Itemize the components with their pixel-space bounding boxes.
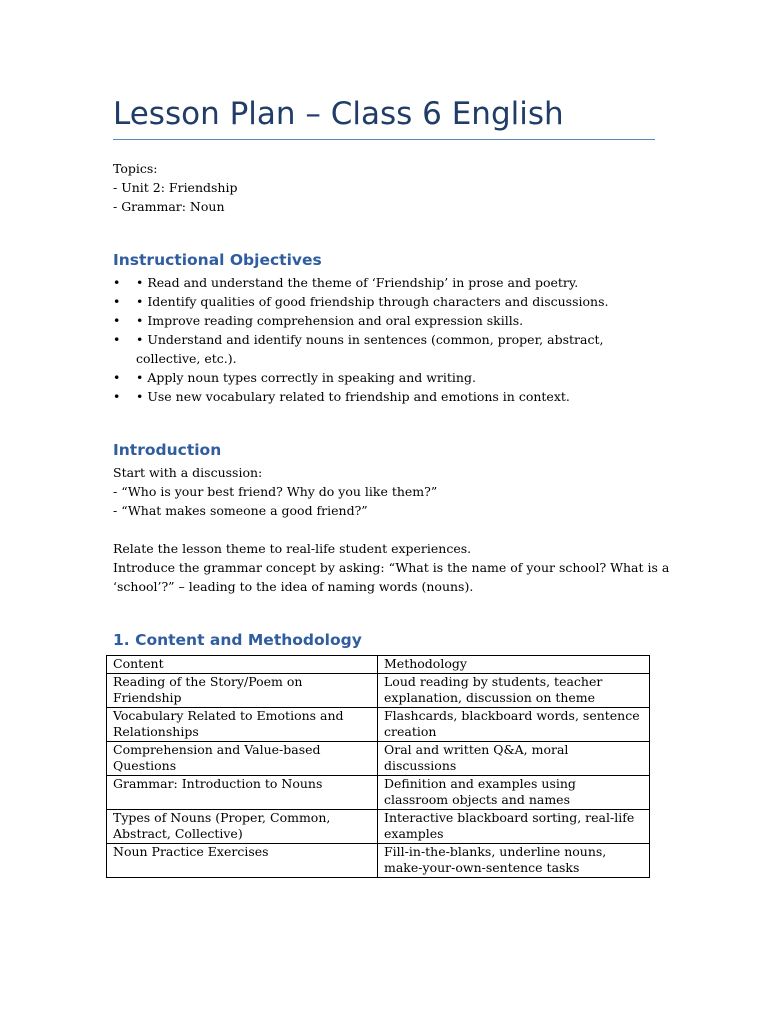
intro-question: - “Who is your best friend? Why do you like them?” <box>113 484 438 499</box>
topics-block <box>113 159 658 216</box>
objective-item <box>113 330 658 368</box>
objectives-list <box>113 273 658 406</box>
table-header-row <box>107 656 650 674</box>
table-row <box>107 775 650 809</box>
topic-item: - Unit 2: Friendship <box>113 180 238 195</box>
methodology-cell: Oral and written Q&A, moral discussions <box>378 741 650 775</box>
bullet-icon: • <box>113 332 121 347</box>
bullet-icon: • <box>113 389 121 404</box>
content-cell: Types of Nouns (Proper, Common, Abstract, Collective) <box>107 809 378 843</box>
intro-line: Relate the lesson theme to real-life student experiences. <box>113 541 472 556</box>
objective-text: • Identify qualities of good friendship through characters and discussions. <box>136 294 609 309</box>
introduction-body <box>113 463 670 596</box>
methodology-cell: Loud reading by students, teacher explanation, discussion on theme <box>378 673 650 707</box>
bullet-icon: • <box>113 294 121 309</box>
introduction-heading: Introduction <box>113 441 222 459</box>
objective-text: • Use new vocabulary related to friendship and emotions in context. <box>136 389 570 404</box>
objective-item <box>113 387 658 406</box>
objective-text: • Read and understand the theme of ‘Friendship’ in prose and poetry. <box>136 275 579 290</box>
intro-line: Introduce the grammar concept by asking: “What is the name of your school? What is a <box>113 560 670 575</box>
column-header-methodology: Methodology <box>378 656 650 674</box>
objective-text: • Improve reading comprehension and oral expression skills. <box>136 313 524 328</box>
topic-item: - Grammar: Noun <box>113 199 225 214</box>
page-title: Lesson Plan – Class 6 English <box>113 96 564 132</box>
table-row <box>107 741 650 775</box>
content-cell: Grammar: Introduction to Nouns <box>107 775 378 809</box>
objective-text: • Apply noun types correctly in speaking and writing. <box>136 370 476 385</box>
content-cell: Noun Practice Exercises <box>107 843 378 877</box>
table-row <box>107 809 650 843</box>
table-row <box>107 843 650 877</box>
content-methodology-heading: 1. Content and Methodology <box>113 631 362 649</box>
intro-line: ‘school’?” – leading to the idea of naming words (nouns). <box>113 579 474 594</box>
table-row <box>107 707 650 741</box>
intro-question: - “What makes someone a good friend?” <box>113 503 368 518</box>
bullet-icon: • <box>113 370 121 385</box>
bullet-icon: • <box>113 275 121 290</box>
objectives-heading: Instructional Objectives <box>113 251 322 269</box>
content-methodology-table <box>106 655 650 878</box>
content-cell: Comprehension and Value-based Questions <box>107 741 378 775</box>
column-header-content: Content <box>107 656 378 674</box>
objective-text: • Understand and identify nouns in sentences (common, proper, abstract, collective, etc.). <box>136 332 604 366</box>
objective-item <box>113 368 658 387</box>
content-cell: Vocabulary Related to Emotions and Relationships <box>107 707 378 741</box>
bullet-icon: • <box>113 313 121 328</box>
objective-item <box>113 273 658 292</box>
objective-item <box>113 292 658 311</box>
title-underline <box>113 139 655 140</box>
intro-line: Start with a discussion: <box>113 465 263 480</box>
topics-label: Topics: <box>113 161 158 176</box>
methodology-cell: Fill-in-the-blanks, underline nouns, make-your-own-sentence tasks <box>378 843 650 877</box>
content-cell: Reading of the Story/Poem on Friendship <box>107 673 378 707</box>
methodology-cell: Flashcards, blackboard words, sentence creation <box>378 707 650 741</box>
paragraph-gap <box>113 520 658 539</box>
table-row <box>107 673 650 707</box>
methodology-cell: Interactive blackboard sorting, real-life examples <box>378 809 650 843</box>
methodology-cell: Definition and examples using classroom objects and names <box>378 775 650 809</box>
objective-item <box>113 311 658 330</box>
